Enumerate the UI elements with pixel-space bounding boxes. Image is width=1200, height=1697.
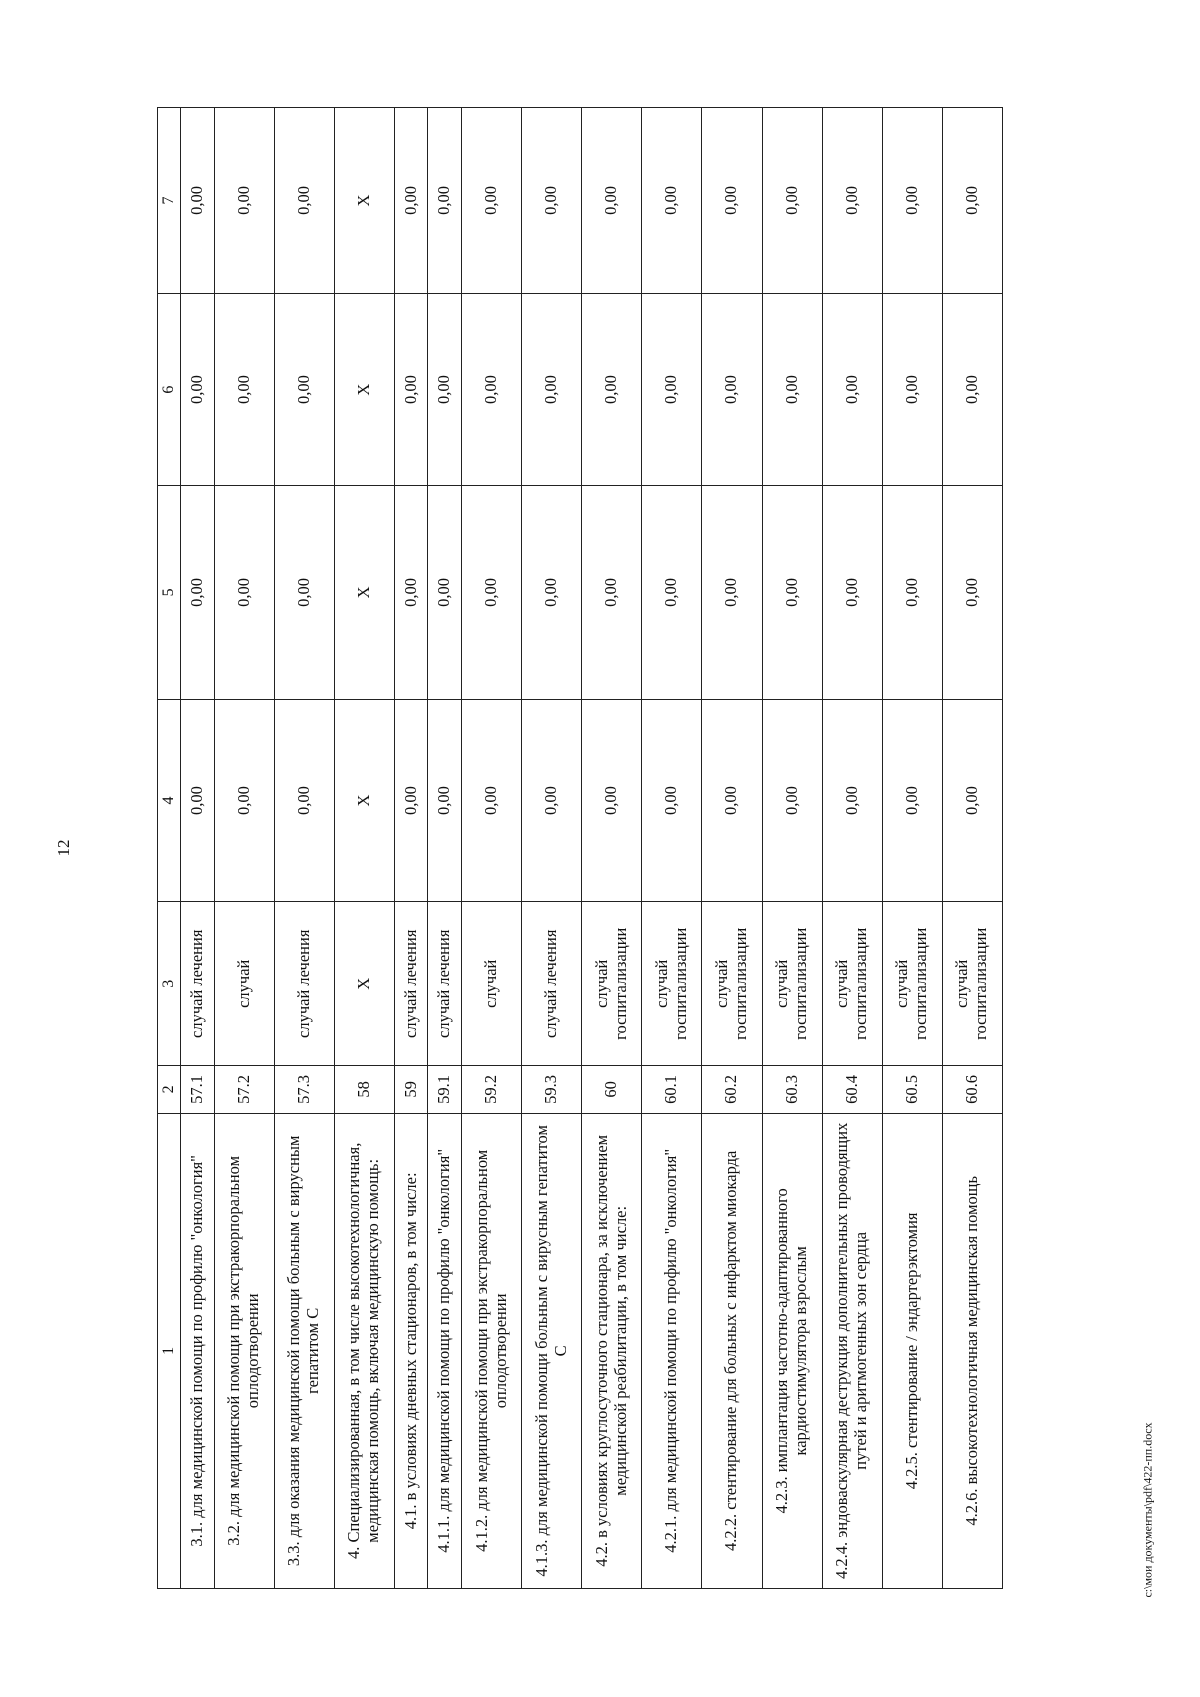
value-cell: 0,00 — [702, 486, 762, 699]
row-number-cell: 60.4 — [822, 1066, 882, 1114]
unit-cell: случай госпитализации — [882, 902, 942, 1066]
value-cell: 0,00 — [762, 293, 822, 485]
value-cell: 0,00 — [882, 293, 942, 485]
row-number-cell: 59 — [394, 1066, 428, 1114]
value-cell: 0,00 — [582, 108, 642, 294]
value-cell: 0,00 — [428, 699, 462, 902]
row-number-cell: 57.3 — [274, 1066, 334, 1114]
unit-cell: случай госпитализации — [762, 902, 822, 1066]
value-cell: 0,00 — [461, 293, 521, 485]
row-name-cell: 3.1. для медицинской помощи по профилю "онкология" — [181, 1113, 215, 1588]
value-cell: Х — [334, 699, 394, 902]
unit-cell: случай — [214, 902, 274, 1066]
value-cell: 0,00 — [522, 699, 582, 902]
table-row — [274, 108, 334, 1589]
table-row — [181, 108, 215, 1589]
unit-cell: случай — [461, 902, 521, 1066]
row-number-cell: 57.2 — [214, 1066, 274, 1114]
unit-cell: случай лечения — [428, 902, 462, 1066]
data-table — [157, 107, 1003, 1589]
table-row — [702, 108, 762, 1589]
value-cell: 0,00 — [522, 486, 582, 699]
value-cell: 0,00 — [274, 486, 334, 699]
value-cell: 0,00 — [882, 699, 942, 902]
table-row — [522, 108, 582, 1589]
value-cell: 0,00 — [274, 699, 334, 902]
unit-cell: случай госпитализации — [942, 902, 1002, 1066]
value-cell: 0,00 — [428, 486, 462, 699]
value-cell: 0,00 — [822, 108, 882, 294]
row-number-cell: 60.6 — [942, 1066, 1002, 1114]
unit-cell: случай госпитализации — [702, 902, 762, 1066]
header-row — [158, 108, 181, 1589]
value-cell: 0,00 — [181, 293, 215, 485]
row-name-cell: 4.2.3. имплантация частотно-адаптированного кардиостимулятора взрослым — [762, 1113, 822, 1588]
column-header: 2 — [158, 1066, 181, 1114]
table-row — [394, 108, 428, 1589]
table-row — [762, 108, 822, 1589]
row-number-cell: 60.5 — [882, 1066, 942, 1114]
value-cell: 0,00 — [214, 486, 274, 699]
column-header: 1 — [158, 1113, 181, 1588]
row-name-cell: 4.2.2. стентирование для больных с инфарктом миокарда — [702, 1113, 762, 1588]
row-name-cell: 4.2.5. стентирование / эндартерэктомия — [882, 1113, 942, 1588]
value-cell: 0,00 — [942, 699, 1002, 902]
value-cell: 0,00 — [642, 293, 702, 485]
value-cell: 0,00 — [582, 486, 642, 699]
value-cell: 0,00 — [642, 108, 702, 294]
value-cell: 0,00 — [214, 293, 274, 485]
table-row — [822, 108, 882, 1589]
value-cell: 0,00 — [394, 108, 428, 294]
row-name-cell: 4.1.3. для медицинской помощи больным с вирусным гепатитом С — [522, 1113, 582, 1588]
unit-cell: случай лечения — [274, 902, 334, 1066]
row-number-cell: 59.2 — [461, 1066, 521, 1114]
value-cell: 0,00 — [702, 293, 762, 485]
value-cell: 0,00 — [394, 486, 428, 699]
value-cell: 0,00 — [942, 108, 1002, 294]
value-cell: 0,00 — [428, 108, 462, 294]
value-cell: 0,00 — [274, 293, 334, 485]
table-row — [334, 108, 394, 1589]
table-row — [461, 108, 521, 1589]
value-cell: 0,00 — [274, 108, 334, 294]
row-name-cell: 3.2. для медицинской помощи при экстракорпоральном оплодотворении — [214, 1113, 274, 1588]
value-cell: Х — [334, 108, 394, 294]
value-cell: 0,00 — [762, 486, 822, 699]
value-cell: 0,00 — [762, 108, 822, 294]
table-row — [214, 108, 274, 1589]
value-cell: 0,00 — [214, 699, 274, 902]
table-row — [942, 108, 1002, 1589]
unit-cell: случай лечения — [522, 902, 582, 1066]
value-cell: 0,00 — [762, 699, 822, 902]
row-name-cell: 3.3. для оказания медицинской помощи больным с вирусным гепатитом С — [274, 1113, 334, 1588]
column-header: 6 — [158, 293, 181, 485]
page-number: 12 — [54, 839, 73, 857]
row-number-cell: 60.2 — [702, 1066, 762, 1114]
value-cell: 0,00 — [822, 486, 882, 699]
row-number-cell: 60 — [582, 1066, 642, 1114]
row-number-cell: 59.1 — [428, 1066, 462, 1114]
value-cell: 0,00 — [394, 699, 428, 902]
value-cell: 0,00 — [522, 108, 582, 294]
value-cell: 0,00 — [882, 108, 942, 294]
value-cell: 0,00 — [582, 699, 642, 902]
row-name-cell: 4.2.1. для медицинской помощи по профилю "онкология" — [642, 1113, 702, 1588]
value-cell: 0,00 — [822, 293, 882, 485]
value-cell: 0,00 — [642, 486, 702, 699]
row-name-cell: 4. Специализированная, в том числе высокотехнологичная, медицинская помощь, включая медицинскую помощь: — [334, 1113, 394, 1588]
unit-cell: случай лечения — [181, 902, 215, 1066]
row-number-cell: 60.3 — [762, 1066, 822, 1114]
footer-file-path: c:\мои документы\pdf\422-пп.docx — [1140, 1422, 1155, 1598]
row-name-cell: 4.1. в условиях дневных стационаров, в том числе: — [394, 1113, 428, 1588]
unit-cell: случай госпитализации — [582, 902, 642, 1066]
value-cell: 0,00 — [461, 699, 521, 902]
value-cell: Х — [334, 293, 394, 485]
value-cell: 0,00 — [522, 293, 582, 485]
value-cell: 0,00 — [642, 699, 702, 902]
value-cell: 0,00 — [428, 293, 462, 485]
value-cell: 0,00 — [702, 108, 762, 294]
row-name-cell: 4.1.2. для медицинской помощи при экстракорпоральном оплодотворении — [461, 1113, 521, 1588]
unit-cell: случай госпитализации — [642, 902, 702, 1066]
row-name-cell: 4.2. в условиях круглосуточного стационара, за исключением медицинской реабилитации, в том числе: — [582, 1113, 642, 1588]
value-cell: 0,00 — [822, 699, 882, 902]
row-name-cell: 4.2.4. эндоваскулярная деструкция дополнительных проводящих путей и аритмогенных зон сердца — [822, 1113, 882, 1588]
value-cell: Х — [334, 486, 394, 699]
row-number-cell: 59.3 — [522, 1066, 582, 1114]
table-row — [582, 108, 642, 1589]
value-cell: 0,00 — [181, 486, 215, 699]
unit-cell: Х — [334, 902, 394, 1066]
table-row — [882, 108, 942, 1589]
column-header: 4 — [158, 699, 181, 902]
table-row — [642, 108, 702, 1589]
value-cell: 0,00 — [214, 108, 274, 294]
table-row — [428, 108, 462, 1589]
row-number-cell: 57.1 — [181, 1066, 215, 1114]
value-cell: 0,00 — [702, 699, 762, 902]
value-cell: 0,00 — [942, 293, 1002, 485]
value-cell: 0,00 — [461, 108, 521, 294]
value-cell: 0,00 — [394, 293, 428, 485]
value-cell: 0,00 — [181, 699, 215, 902]
rotated-table-container — [157, 107, 1003, 1589]
column-header: 7 — [158, 108, 181, 294]
value-cell: 0,00 — [942, 486, 1002, 699]
column-header: 3 — [158, 902, 181, 1066]
value-cell: 0,00 — [181, 108, 215, 294]
unit-cell: случай госпитализации — [822, 902, 882, 1066]
row-number-cell: 60.1 — [642, 1066, 702, 1114]
row-name-cell: 4.2.6. высокотехнологичная медицинская помощь — [942, 1113, 1002, 1588]
column-header: 5 — [158, 486, 181, 699]
row-name-cell: 4.1.1. для медицинской помощи по профилю "онкология" — [428, 1113, 462, 1588]
value-cell: 0,00 — [461, 486, 521, 699]
value-cell: 0,00 — [582, 293, 642, 485]
unit-cell: случай лечения — [394, 902, 428, 1066]
value-cell: 0,00 — [882, 486, 942, 699]
row-number-cell: 58 — [334, 1066, 394, 1114]
